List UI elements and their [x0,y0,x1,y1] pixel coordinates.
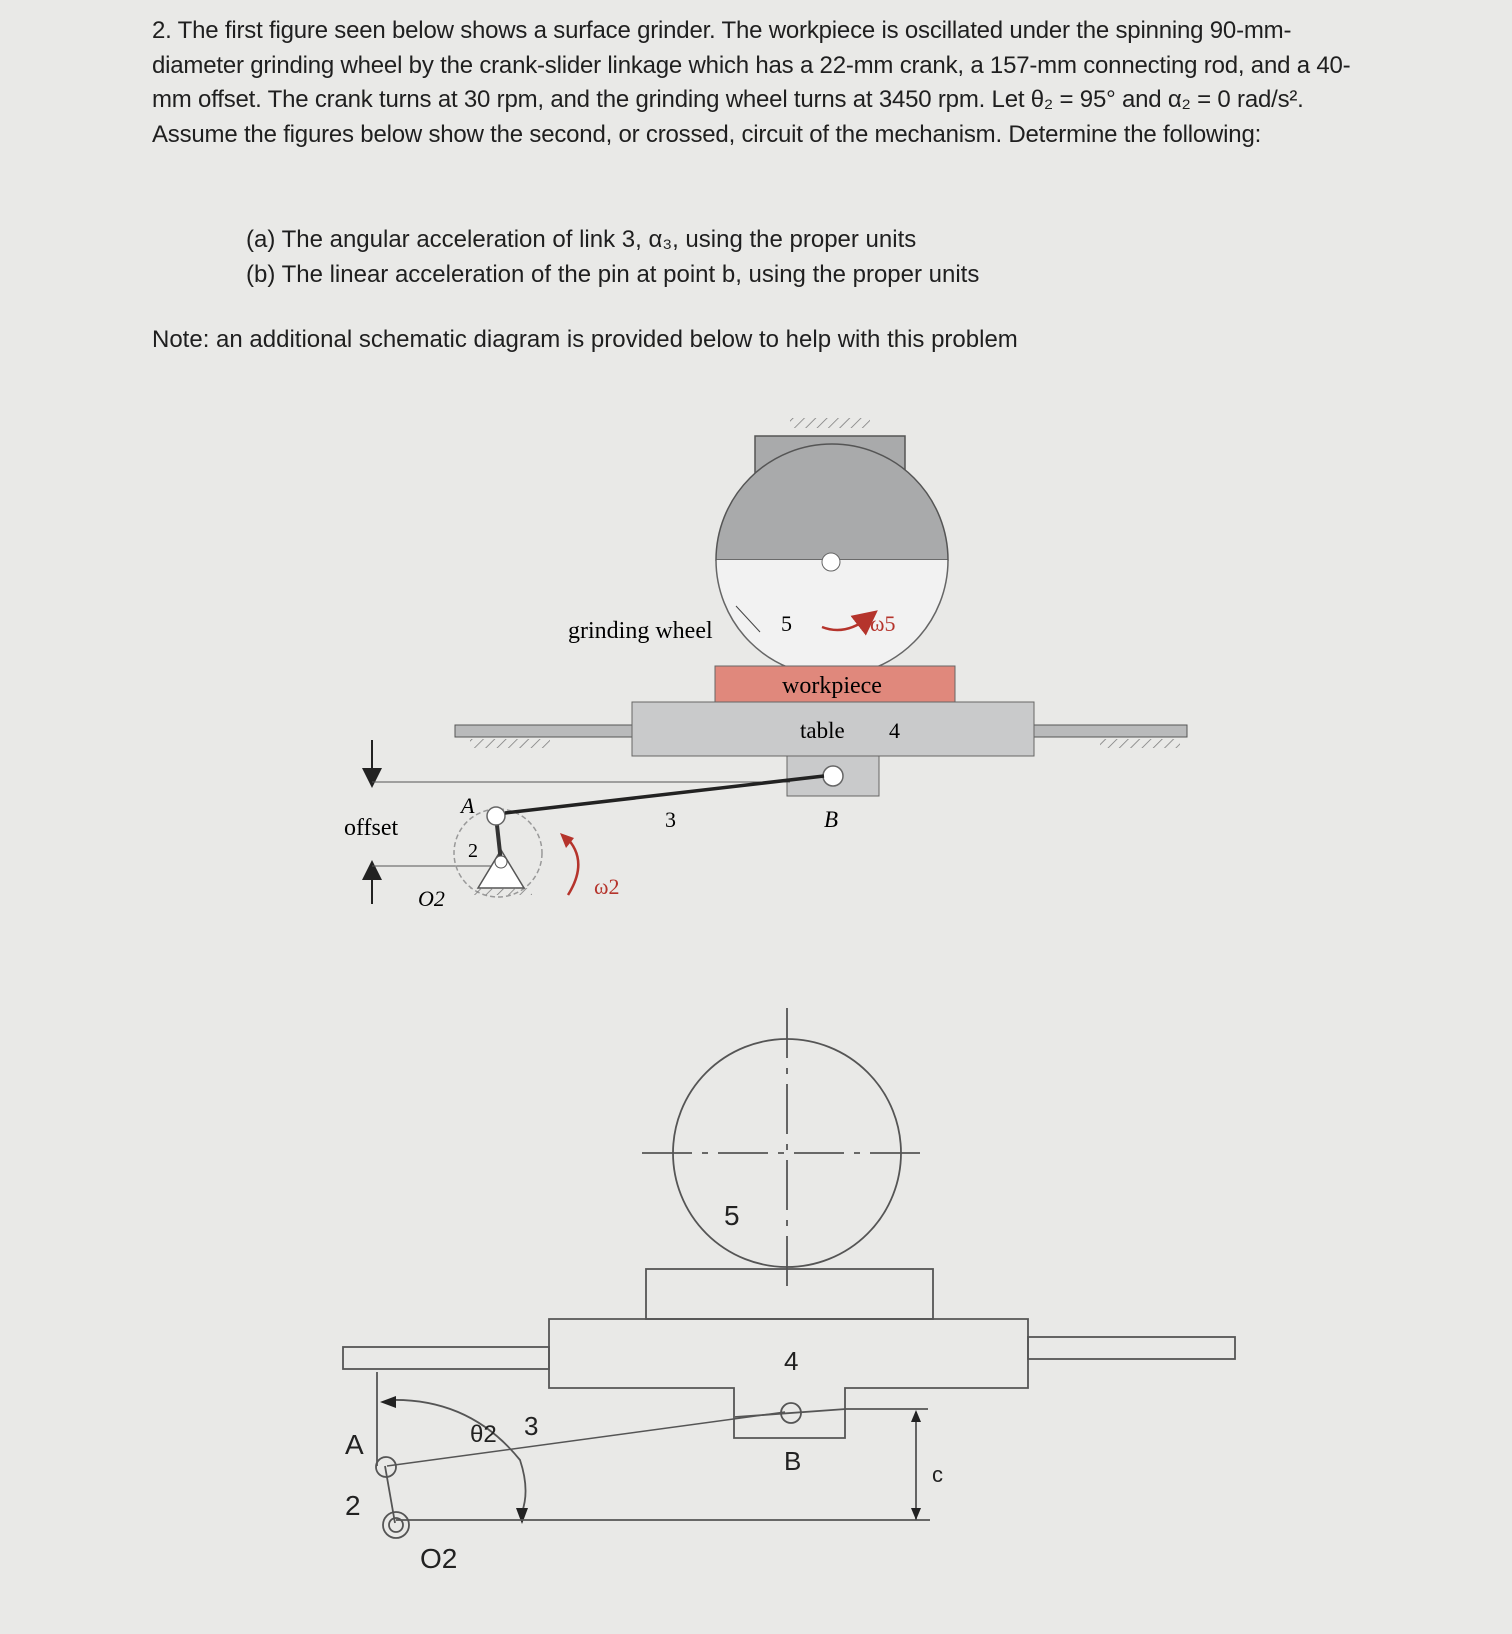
schematic-o2-label: O2 [420,1543,458,1574]
schematic-point-b-label: B [784,1446,802,1476]
c-label: c [932,1462,943,1487]
ground-hatch-top [790,418,870,428]
theta2-arrowhead-end [516,1508,528,1524]
link2-label: 2 [468,840,478,862]
wheel-center-pin [822,553,840,571]
grinding-wheel-upper [716,444,948,560]
schematic-link4-label: 4 [784,1346,799,1376]
link5-label: 5 [781,611,792,636]
surface-grinder-figure [344,418,1187,911]
schematic-link3-label: 3 [524,1411,539,1441]
theta2-arrowhead-start [380,1396,396,1408]
schematic-pivot-o2-outer [383,1512,409,1538]
offset-label: offset [344,815,399,841]
note-text: Note: an additional schematic diagram is provided below to help with this problem [152,326,1018,353]
workpiece-label: workpiece [782,673,882,699]
rail-hatch-right [1100,739,1180,748]
schematic-table [549,1319,1028,1438]
link4-label: 4 [889,718,900,743]
grinding-wheel-label: grinding wheel [568,618,713,644]
schematic-link2-label: 2 [345,1490,361,1521]
schematic-point-a-label: A [345,1429,364,1460]
pivot-o2 [495,856,507,868]
table-label: table [800,718,845,743]
problem-text: 2. The first figure seen below shows a surface grinder. The workpiece is oscillated under the spinning 90-mm-diameter grinding wheel by the crank-slider linkage which has a 22-mm crank, a 157-mm connecting rod, and a 40-mm offset. The crank turns at 30 rpm, and the grinding wheel turns at 3450 rpm. Let θ₂ = 95° and α₂ = 0 rad/s². Assume the figures below show the second, or crossed, circuit of the mechanism. Determine the following: [152,17,1351,148]
theta2-label: θ2 [470,1421,497,1448]
o2-label: O2 [418,886,445,911]
grinding-wheel-lower [716,560,948,676]
pin-b [823,766,843,786]
point-a-label: A [461,793,475,818]
schematic-link3 [387,1412,785,1466]
schematic-workpiece [646,1269,933,1319]
omega5-label: ω5 [870,611,896,636]
pin-a [487,807,505,825]
schematic-figure [343,1008,1235,1574]
crank-ground-hatch [470,888,532,895]
schematic-rail-right [1028,1337,1235,1359]
schematic-rail-left [343,1347,549,1369]
point-b-label: B [824,807,839,832]
omega2-label: ω2 [594,874,620,899]
part-b: (b) The linear acceleration of the pin at point b, using the proper units [246,261,980,288]
link3-label: 3 [665,807,676,832]
c-arrowhead-top [911,1410,921,1422]
c-arrowhead-bottom [911,1508,921,1520]
part-a: (a) The angular acceleration of link 3, α₃, using the proper units [246,226,917,253]
rail-hatch-left [470,739,550,748]
schematic-link5-label: 5 [724,1200,740,1231]
